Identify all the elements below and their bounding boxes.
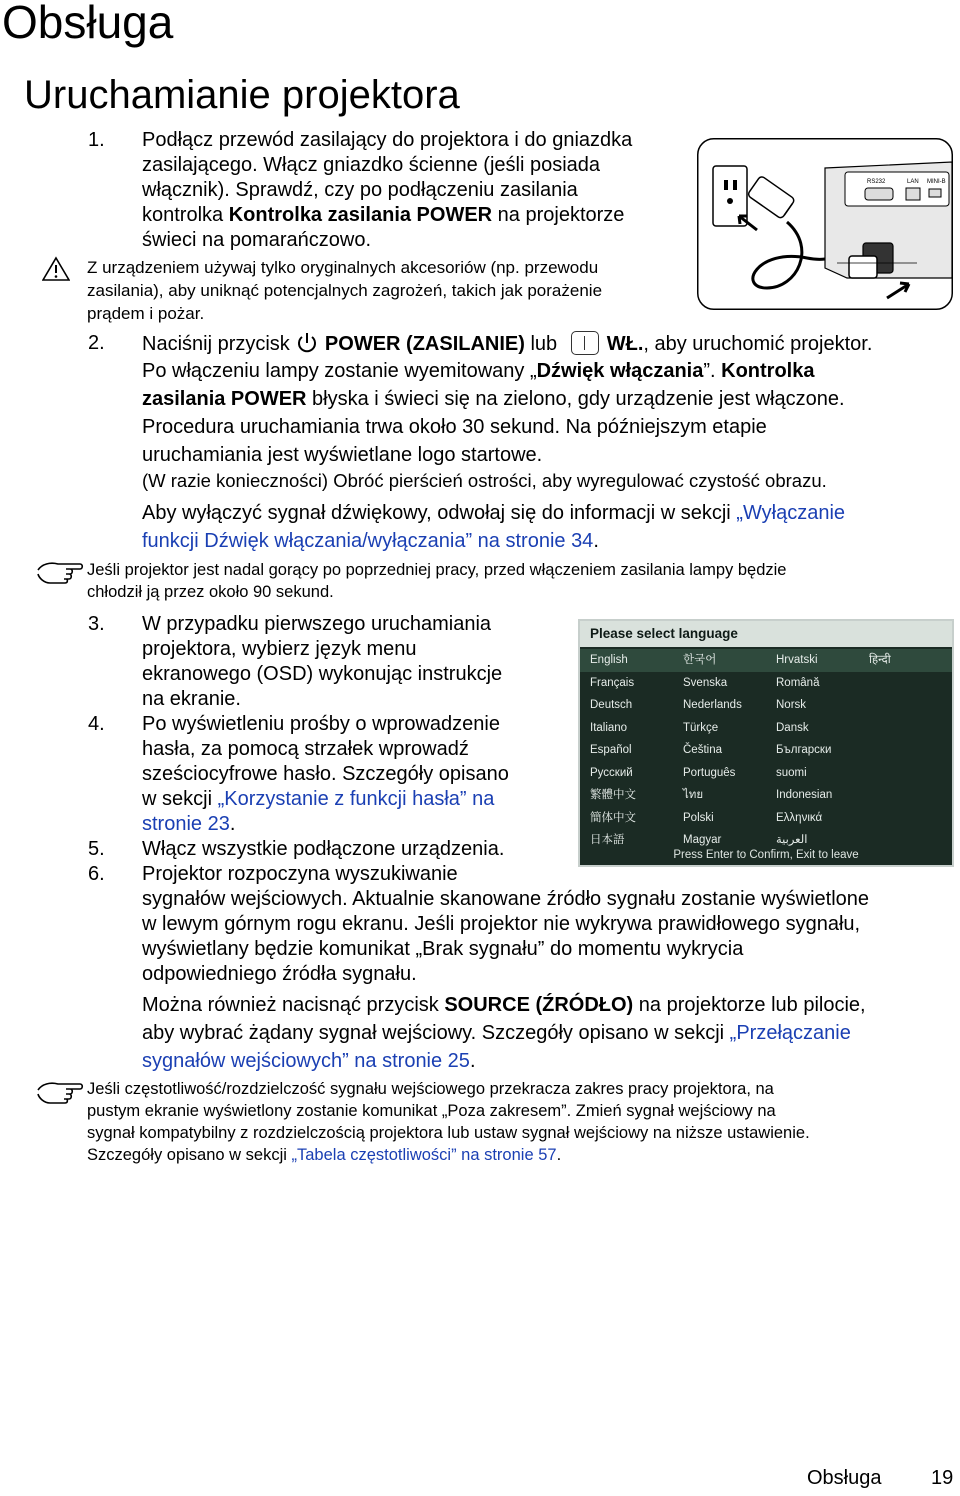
language-option[interactable]: English [590, 654, 628, 666]
language-option[interactable]: Français [590, 676, 635, 689]
link-password-1[interactable]: „Korzystanie z funkcji hasła” na [217, 788, 495, 810]
link-input-switch-1[interactable]: „Przełączanie [729, 1022, 851, 1044]
language-option[interactable] [859, 672, 952, 695]
step-3-line-3: ekranowego (OSD) wykonując instrukcje [142, 663, 503, 685]
language-option[interactable]: Русский [590, 766, 633, 779]
step-4-text [142, 712, 572, 837]
step-2-l1-b: lub [524, 333, 563, 355]
link-password-2[interactable]: stronie 23 [142, 813, 230, 835]
language-row [580, 807, 952, 830]
link-startup-sound-1[interactable]: „Wyłączanie [736, 502, 846, 524]
beep-text-b: . [593, 530, 599, 552]
language-option[interactable]: Türkçe [683, 721, 719, 734]
language-option[interactable]: Português [683, 766, 736, 779]
language-option[interactable] [859, 807, 952, 830]
step-3-line-1: W przypadku pierwszego uruchamiania [142, 613, 492, 635]
step-2-l3-a: błyska i świeci się na zielono, gdy urządzenie jest włączone. [306, 388, 845, 410]
language-option[interactable]: Magyar [683, 834, 722, 846]
port-label-lan: LAN [907, 179, 919, 185]
note-1-line-1: Jeśli projektor jest nadal gorący po poprzedniej pracy, przed włączeniem zasilania lampy będzie [87, 561, 787, 579]
language-option[interactable] [859, 694, 952, 717]
source-button-label: SOURCE (ŹRÓDŁO) [444, 994, 634, 1016]
step-1-line-1: Podłącz przewód zasilający do projektora i do gniazdka [142, 129, 633, 151]
link-startup-sound-2[interactable]: funkcji Dźwięk włączania/wyłączania” na stronie 34 [142, 530, 594, 552]
step-6-text [142, 862, 954, 987]
section-title: Obsługa [2, 0, 174, 48]
note-2-line-4 [87, 1144, 947, 1166]
caution-line-2: zasilania), aby uniknąć potencjalnych zagrożeń, takich jak porażenie [87, 281, 603, 300]
note-2-l4-a: Szczegóły opisano w sekcji [87, 1146, 292, 1164]
source-line-2 [142, 1019, 954, 1047]
step-4-line-1: Po wyświetleniu prośby o wprowadzenie [142, 713, 500, 735]
step-2-l2-a: Po włączeniu lampy zostanie wyemitowany „ [142, 360, 537, 382]
language-grid [580, 649, 952, 852]
step-2-l2-b: ”. [703, 360, 722, 382]
power-button-label: POWER (ZASILANIE) [324, 333, 525, 355]
source-line-3 [142, 1047, 954, 1075]
language-option[interactable] [859, 762, 952, 785]
page-title: Uruchamianie projektora [24, 73, 460, 117]
step-2-text [142, 331, 954, 468]
source-text-c: aby wybrać żądany sygnał wejściowy. Szczegóły opisano w sekcji [142, 1022, 730, 1044]
language-row [580, 717, 952, 740]
language-option[interactable] [859, 739, 952, 762]
link-input-switch-2[interactable]: sygnałów wejściowych” na stronie 25 [142, 1050, 470, 1072]
step-4-l4-a: w sekcji [142, 788, 218, 810]
language-option[interactable] [859, 717, 952, 740]
note-2 [87, 1078, 947, 1166]
caution-line-3: prądem i pożar. [87, 304, 205, 323]
step-2-line-3 [142, 386, 954, 412]
language-selection-screen [578, 619, 954, 867]
language-option[interactable]: Svenska [683, 676, 728, 689]
language-option[interactable]: हिन्दी [869, 654, 891, 666]
caution-icon [42, 256, 70, 282]
language-option[interactable]: ไทย [683, 789, 704, 801]
caution-note [87, 256, 687, 325]
step-4-line-5 [142, 812, 572, 837]
source-text-a: Można również nacisnąć przycisk [142, 994, 445, 1016]
language-row [580, 672, 952, 695]
step-1-line-2: zasilającego. Włącz gniazdko ścienne (jeśli posiada [142, 154, 601, 176]
power-indicator-label: Kontrolka zasilania POWER [228, 204, 493, 226]
footer-section: Obsługa [807, 1467, 882, 1489]
step-2-line-2 [142, 358, 954, 384]
beep-text-a: Aby wyłączyć sygnał dźwiękowy, odwołaj się do informacji w sekcji [142, 502, 737, 524]
language-option[interactable]: Hrvatski [776, 654, 818, 666]
language-option[interactable] [859, 784, 952, 807]
beep-instruction [142, 499, 942, 555]
language-option[interactable]: Български [776, 744, 832, 756]
language-option[interactable]: Čeština [683, 744, 722, 756]
language-option[interactable]: Italiano [590, 721, 628, 734]
step-2-line-5: uruchamiania jest wyświetlane logo startowe. [142, 444, 543, 466]
power-cord-illustration [697, 138, 953, 310]
language-row [580, 649, 952, 672]
step-1-line-5: świeci na pomarańczowo. [142, 229, 371, 251]
osd-footer: Press Enter to Confirm, Exit to leave [673, 849, 859, 861]
step-4-line-3: sześciocyfrowe hasło. Szczegóły opisano [142, 763, 509, 785]
step-6-number: 6. [88, 863, 105, 885]
indicator-label-2: zasilania POWER [142, 388, 307, 410]
step-4-number: 4. [88, 713, 105, 735]
language-option[interactable]: Deutsch [590, 699, 633, 711]
step-1-number: 1. [88, 129, 105, 151]
caution-line-1: Z urządzeniem używaj tylko oryginalnych akcesoriów (np. przewodu [87, 258, 599, 277]
step-3-text [142, 612, 572, 712]
language-option[interactable]: Indonesian [776, 789, 833, 801]
step-3-line-4: na ekranie. [142, 688, 241, 710]
step-2-l1-c: , aby uruchomić projektor. [643, 333, 873, 355]
note-hand-icon [36, 1078, 84, 1104]
language-row [580, 739, 952, 762]
step-6-line-5: odpowiedniego źródła sygnału. [142, 963, 417, 985]
source-line-1 [142, 991, 954, 1019]
language-option[interactable]: 한국어 [683, 654, 717, 666]
note-hand-icon [36, 558, 84, 584]
step-2-number: 2. [88, 332, 105, 354]
step-4-line-4 [142, 787, 572, 812]
step-1-line-4 [142, 203, 692, 228]
language-option[interactable]: Română [776, 676, 820, 689]
step-2-l1-a: Naciśnij przycisk [142, 333, 296, 355]
language-option[interactable]: العربية [776, 834, 808, 846]
language-option[interactable]: Norsk [776, 699, 807, 711]
language-row [580, 784, 952, 807]
step-4-l5-b: . [229, 813, 236, 835]
step-1-line-3: włącznik). Sprawdź, czy po podłączeniu zasilania [142, 179, 578, 201]
on-key-icon [571, 331, 599, 355]
language-option[interactable]: 繁體中文 [590, 789, 636, 801]
beep-line-1 [142, 499, 942, 527]
page-number: 19 [931, 1467, 954, 1489]
step-2-line-4: Procedura uruchamiania trwa około 30 sekund. Na późniejszym etapie [142, 416, 767, 438]
step-5-number: 5. [88, 838, 105, 860]
port-label-rs232: RS232 [867, 179, 886, 185]
language-option[interactable]: suomi [776, 766, 807, 779]
step-3-line-2: projektora, wybierz język menu [142, 638, 417, 660]
step-3-number: 3. [88, 613, 105, 635]
step-6-line-2: sygnałów wejściowych. Aktualnie skanowane źródło sygnału zostanie wyświetlone [142, 888, 870, 910]
beep-line-2 [142, 527, 942, 555]
source-instruction [142, 991, 954, 1075]
note-2-line-3: sygnał kompatybilny z rozdzielczością projektora lub ustaw sygnał wejściowy na niższe ustawienie. [87, 1124, 810, 1142]
port-label-mini-b: MINI-B [927, 179, 946, 185]
source-text-d: . [469, 1050, 476, 1072]
source-text-b: na projektorze lub pilocie, [633, 994, 866, 1016]
note-2-line-1: Jeśli częstotliwość/rozdzielczość sygnału wejściowego przekracza zakres pracy projektora, na [87, 1080, 774, 1098]
language-option[interactable]: Nederlands [683, 699, 742, 711]
step-2-line-1 [142, 331, 954, 357]
language-option[interactable]: Polski [683, 811, 714, 824]
note-1 [87, 559, 927, 603]
osd-title: Please select language [580, 621, 952, 647]
on-button-label: WŁ. [606, 333, 644, 355]
language-option[interactable]: Dansk [776, 721, 809, 734]
indicator-label-1: Kontrolka [721, 360, 815, 382]
note-1-line-2: chłodził ją przez około 90 sekund. [87, 583, 334, 601]
language-option[interactable]: Ελληνικά [776, 811, 823, 824]
step-6-line-4: wyświetlany będzie komunikat „Brak sygnału” do momentu wykrycia [142, 938, 744, 960]
link-frequency-table[interactable]: „Tabela częstotliwości” na stronie 57 [291, 1146, 557, 1164]
language-row [580, 762, 952, 785]
language-option[interactable]: Español [590, 744, 632, 756]
note-2-line-2: pustym ekranie wyświetlony zostanie komunikat „Poza zakresem”. Zmień sygnał wejściowy na [87, 1102, 776, 1120]
step-5-text: Włącz wszystkie podłączone urządzenia. [142, 838, 505, 860]
language-row [580, 694, 952, 717]
language-option[interactable]: 日本語 [590, 834, 625, 846]
step-1-line-4-a: kontrolka [142, 204, 229, 226]
language-option[interactable]: 簡体中文 [590, 811, 636, 824]
step-1-line-4-b: na projektorze [492, 204, 625, 226]
step-6-line-3: w lewym górnym rogu ekranu. Jeśli projektor nie wykrywa prawidłowego sygnału, [142, 913, 861, 935]
step-6-line-1: Projektor rozpoczyna wyszukiwanie [142, 863, 458, 885]
step-1-text [142, 128, 692, 253]
focus-instruction: (W razie konieczności) Obróć pierścień ostrości, aby wyregulować czystość obrazu. [142, 470, 827, 491]
power-icon [295, 331, 319, 355]
step-4-line-2: hasła, za pomocą strzałek wprowadź [142, 738, 469, 760]
startup-sound-label: Dźwięk włączania [536, 360, 704, 382]
note-2-l4-b: . [556, 1146, 562, 1164]
